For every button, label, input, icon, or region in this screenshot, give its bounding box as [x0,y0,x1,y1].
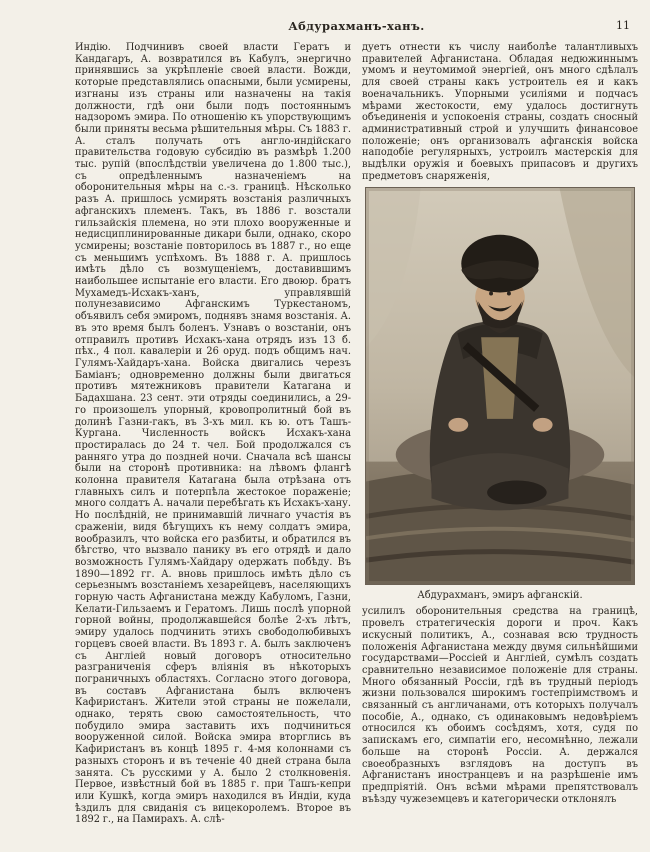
photo-caption: Абдурахманъ, эмиръ афганскій. [417,590,583,602]
left-column-text: Индію. Подчинивъ своей власти Гератъ и Кандагаръ, А. возвратился въ Кабулъ, энергично принявшись за укрѣпленіе своей власти. Вожди, которые представлялись опасными, были усмирены, изгнаны изъ страны или назначены на такія должности, гдѣ они были подъ постояннымъ надзоромъ эмира. По отношенію къ упорствующимъ были приняты весьма рѣшительныя мѣры. Съ 1883 г. А. сталъ получать отъ англо-индійскаго правительства годовую субсидію въ размѣрѣ 1.200 тыс. рупій (впослѣдствіи увеличена до 1.800 тыс.), съ опредѣленнымъ назначеніемъ на оборонительныя мѣры на с.-з. границѣ. Нѣсколько разъ А. пришлось усмирять возстанія различныхъ афганскихъ племенъ. Такъ, въ 1886 г. возстали гильзайскія племена, но эти плохо вооруженные и недисциплинированные дикари были, однако, скоро усмирены; возстаніе повторилось въ 1887 г., но еще съ меньшимъ успѣхомъ. Въ 1888 г. А. пришлось имѣть дѣло съ возмущеніемъ, доставившимъ наибольшее испытаніе его власти. Его двоюр. братъ Мухамедъ-Исхакъ-ханъ, управлявшій полунезависимо Афганскимъ Туркестаномъ, объявилъ себя эмиромъ, поднявъ знамя возстанія. А. въ это время былъ боленъ. Узнавъ о возстаніи, онъ отправилъ противъ Исхакъ-хана отрядъ изъ 13 б. пѣх., 4 пол. кавалеріи и 26 оруд. подъ общимъ нач. Гулямъ-Хайдаръ-хана. Войска двигались черезъ Баміанъ; одновременно должны были двигаться противъ мятежниковъ правители Катагана и Бадахшана. 23 сент. эти отряды соединились, а 29-го произошелъ упорный, кровопролитный бой въ долинѣ Газни-гакъ, въ 3-хъ мил. къ ю. отъ Ташъ-Кургана. Численность войскъ Исхакъ-хана простиралась до 24 т. чел. Бой продолжался съ ранняго утра до поздней ночи. Сначала всѣ шансы были на сторонѣ противника: на лѣвомъ флангѣ колонна правителя Катагана была отрѣзана отъ главныхъ силъ и потерпѣла жестокое пораженіе; много солдатъ А. начали перебѣгать къ Исхакъ-хану. Но послѣдній, не принимавшій личнаго участія въ сраженіи, видя бѣгущихъ къ нему солдатъ эмира, вообразилъ, что войска его разбиты, и обратился въ бѣгство, что вызвало панику въ его отрядѣ и дало возможность Гулямъ-Хайдару одержать побѣду. Въ 1890—1892 гг. А. вновь пришлось имѣть дѣло съ серьезнымъ возстаніемъ хезарейцевъ, населяющихъ горную часть Афганистана между Кабуломъ, Газни, Келати-Гильзаемъ и Гератомъ. Лишь послѣ упорной горной войны, продолжавшейся болѣе 2-хъ лѣтъ, эмиру удалось подчинить этихъ свободолюбивыхъ горцевъ своей власти. Въ 1893 г. А. былъ заключенъ съ Англіей новый договоръ относительно разграниченія сферъ вліянія въ нѣкоторыхъ пограничныхъ областяхъ. Согласно этого договора, въ составъ Афганистана былъ включенъ Кафиристанъ. Жители этой страны не пожелали, однако, терять свою самостоятельность, что побудило эмира заставить ихъ подчиниться вооруженной силой. Войска эмира вторглись въ Кафиристанъ въ концѣ 1895 г. 4-мя колоннами съ разныхъ сторонъ и въ теченіе 40 дней страна была занята. Съ русскими у А. было 2 столкновенія. Первое, извѣстный бой въ 1885 г. при Ташъ-кепри или Кушкѣ, когда эмиръ находился въ Индіи, куда ѣздилъ для свиданія съ вицекоролемъ. Второе въ 1892 г., на Памирахъ. А. слѣ- [75,42,351,826]
right-column-top-text: дуетъ отнести къ числу наиболѣе талантливыхъ правителей Афганистана. Обладая недюжиннымъ умомъ и неутомимой энергіей, онъ много сдѣлалъ для своей страны какъ устроитель ея и какъ военачальникъ. Упорными усиліями и подчасъ мѣрами жестокости, ему удалось достигнуть объединенія и успокоенія страны, создать сносный административный строй и улучшить финансовое положеніе; онъ организовалъ афганскія войска наподобіе регулярныхъ, устроилъ мастерскія для выдѣлки оружія и боевыхъ припасовъ и другихъ предметовъ снаряженія, [362,42,638,182]
page-number: 11 [616,19,630,32]
right-column [362,42,638,826]
page-header [75,19,638,33]
two-column-text-area [75,42,638,826]
page-title: Абдурахманъ-ханъ. [288,19,425,33]
portrait-figure [362,187,638,602]
right-column-bottom-text: усилилъ оборонительныя средства на границѣ, провелъ стратегическія дороги и проч. Какъ искусный политикъ, А., сознавая всю трудность положенія Афганистана между двумя сильнѣйшими государствами—Россіей и Англіей, сумѣлъ создать сравнительно независимое положеніе для страны. Много обязанный Россіи, гдѣ въ трудный періодъ жизни пользовался широкимъ гостепріимствомъ и связанный съ англичанами, отъ которыхъ получалъ пособіе, А., однако, съ одинаковымъ недовѣріемъ относился къ обоимъ сосѣдямъ, хотя, судя по запискамъ его, симпатіи его, несомнѣнно, лежали больше на сторонѣ Россіи. А. держался своеобразныхъ взглядовъ на доступъ въ Афганистанъ иностранцевъ и на разрѣшеніе имъ предпріятій. Онъ всѣми мѣрами препятствовалъ въѣзду чужеземцевъ и категорически отклонялъ [362,606,638,805]
portrait-photo [365,187,635,585]
